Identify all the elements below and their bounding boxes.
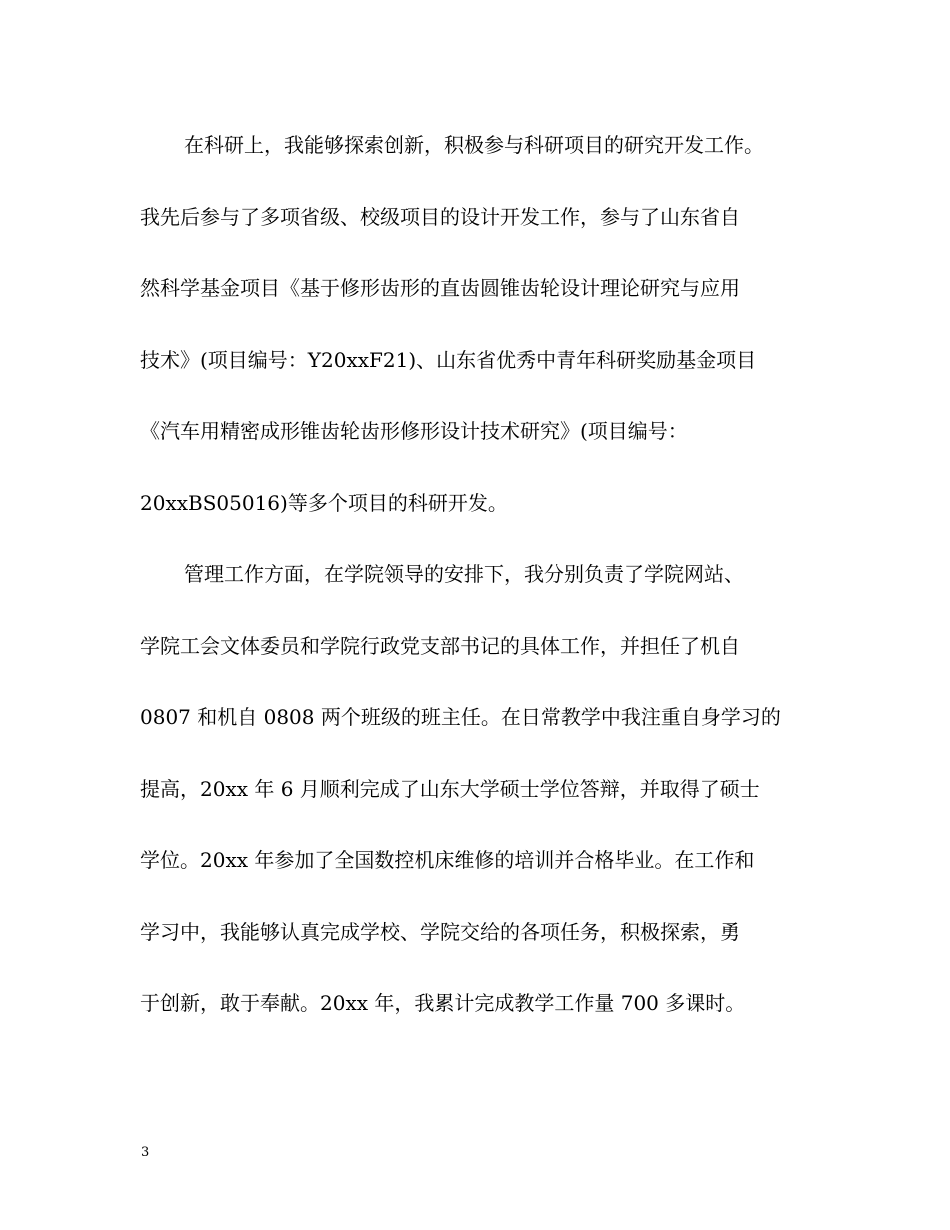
body-text — [140, 119, 812, 1049]
paragraph-1-line-6: 20xxBS05016)等多个项目的科研开发。 — [140, 490, 508, 515]
paragraph-1-line-1: 在科研上，我能够探索创新，积极参与科研项目的研究开发工作。 — [184, 133, 764, 157]
page-number: 3 — [141, 1145, 150, 1160]
paragraph-1-line-4: 技术》(项目编号：Y20xxF21)、山东省优秀中青年科研奖励基金项目 — [140, 347, 757, 372]
paragraph-1-line-2: 我先后参与了多项省级、校级项目的设计开发工作，参与了山东省自 — [140, 204, 740, 229]
paragraph-2-line-4: 提高，20xx 年 6 月顺利完成了山东大学硕士学位答辩，并取得了硕士 — [140, 776, 760, 801]
paragraph-2-line-1: 管理工作方面，在学院领导的安排下，我分别负责了学院网站、 — [184, 562, 744, 586]
paragraph-1-line-5: 《汽车用精密成形锥齿轮齿形修形设计技术研究》(项目编号： — [140, 419, 688, 443]
paragraph-2-line-3: 0807 和机自 0808 两个班级的班主任。在日常教学中我注重自身学习的 — [140, 705, 781, 729]
paragraph-1-line-3: 然科学基金项目《基于修形齿形的直齿圆锥齿轮设计理论研究与应用 — [140, 276, 740, 300]
paragraph-2-line-7: 于创新，敢于奉献。20xx 年，我累计完成教学工作量 700 多课时。 — [140, 991, 746, 1015]
paragraph-2-line-5: 学位。20xx 年参加了全国数控机床维修的培训并合格毕业。在工作和 — [140, 848, 755, 872]
paragraph-2-line-6: 学习中，我能够认真完成学校、学院交给的各项任务，积极探索，勇 — [140, 919, 740, 944]
paragraph-2-line-2: 学院工会文体委员和学院行政党支部书记的具体工作，并担任了机自 — [140, 633, 740, 658]
